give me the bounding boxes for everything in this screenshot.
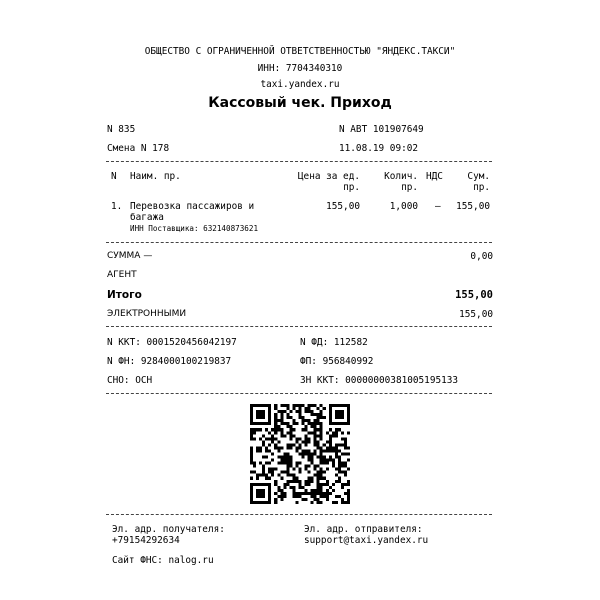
electronic-value: 155,00 <box>459 309 493 320</box>
col-header-sum: Сум. <box>467 171 490 182</box>
sender-label: Эл. адр. отправителя: <box>304 524 423 535</box>
company-site: taxi.yandex.ru <box>260 79 340 90</box>
col-header-name: Наим. пр. <box>130 171 181 182</box>
agent-label: АГЕНТ <box>107 270 137 280</box>
summa-label: СУММА — <box>107 251 153 261</box>
total-value: 155,00 <box>455 289 493 301</box>
zn-kkt-number: ЗН ККТ: 00000000381005195133 <box>300 375 459 386</box>
col-header-price: Цена за ед. <box>297 171 360 182</box>
row-name-line1: Перевозка пассажиров и <box>130 201 255 212</box>
summa-value: 0,00 <box>470 251 493 262</box>
fp-number: ФП: 956840992 <box>300 356 374 367</box>
divider <box>106 393 492 394</box>
row-name-line2: багажа <box>130 212 164 223</box>
avt-number: N АВТ 101907649 <box>339 124 424 135</box>
kkt-number: N ККТ: 0001520456042197 <box>107 337 237 348</box>
col-header-n: N <box>111 171 117 182</box>
row-qty: 1,000 <box>389 201 418 212</box>
company-inn: ИНН: 7704340310 <box>257 63 343 74</box>
col-header-qty: Колич. <box>384 171 418 182</box>
sender-value: support@taxi.yandex.ru <box>304 535 429 546</box>
row-vat: — <box>435 201 441 212</box>
row-price: 155,00 <box>326 201 360 212</box>
divider <box>106 514 492 515</box>
receipt-number: N 835 <box>107 124 136 135</box>
recipient-value: +79154292634 <box>112 535 180 546</box>
total-label: Итого <box>107 289 142 301</box>
electronic-label: ЭЛЕКТРОННЫМИ <box>107 309 187 319</box>
receipt-datetime: 11.08.19 09:02 <box>339 143 419 154</box>
company-name: ОБЩЕСТВО С ОГРАНИЧЕННОЙ ОТВЕТСТВЕННОСТЬЮ "ЯНДЕКС.ТАКСИ" <box>144 46 456 57</box>
divider <box>106 326 492 327</box>
row-sum: 155,00 <box>456 201 490 212</box>
row-number: 1. <box>111 201 123 212</box>
recipient-label: Эл. адр. получателя: <box>112 524 225 535</box>
divider <box>106 242 492 243</box>
col-header-sum-unit: пр. <box>473 182 490 193</box>
receipt-title: Кассовый чек. Приход <box>208 95 392 111</box>
row-supplier-inn: ИНН Поставщика: 632140873621 <box>130 224 259 233</box>
fn-number: N ФН: 9284000100219837 <box>107 356 232 367</box>
sno-value: СНО: ОСН <box>107 375 153 386</box>
divider <box>106 161 492 162</box>
col-header-vat: НДС <box>426 171 443 182</box>
fns-site: Сайт ФНС: nalog.ru <box>112 555 214 566</box>
shift-number: Смена N 178 <box>107 143 170 154</box>
col-header-qty-unit: пр. <box>401 182 418 193</box>
col-header-price-unit: пр. <box>343 182 360 193</box>
qr-code-icon <box>250 404 350 504</box>
fd-number: N ФД: 112582 <box>300 337 368 348</box>
